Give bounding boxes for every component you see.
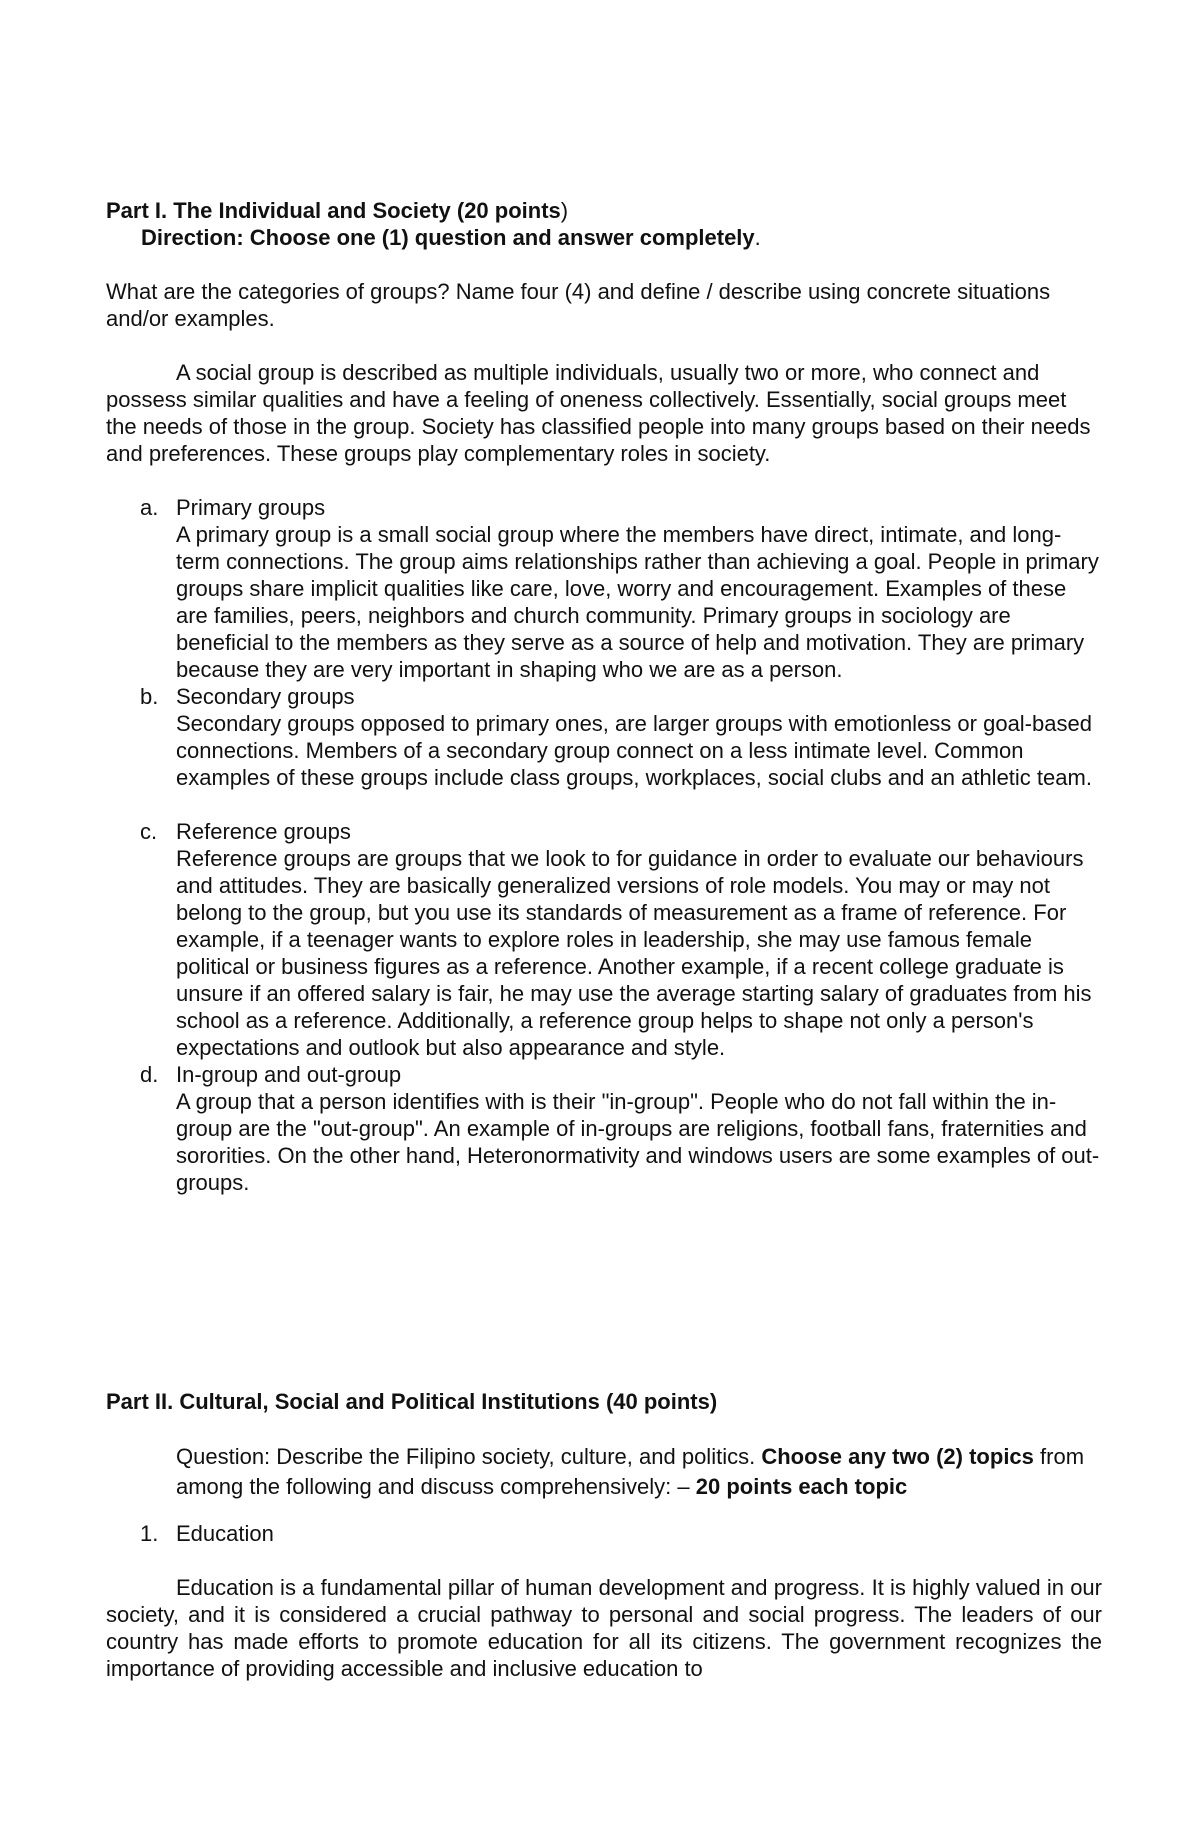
list-item-reference-groups xyxy=(106,818,1102,1061)
topic-marker: 1. xyxy=(140,1521,159,1546)
list-item-body xyxy=(176,494,1102,683)
list-item-in-group-out-group xyxy=(106,1061,1102,1196)
list-item-text: A primary group is a small social group where the members have direct, intimate, and long-term connections. The group aims relationships rather than achieving a goal. People in primary groups share implicit qualities like care, love, worry and encouragement. Examples of these are families, peers, neighbors and church community. Primary groups in sociology are beneficial to the members as they serve as a source of help and motivation. They are primary because they are very important in shaping who we are as a person. xyxy=(176,522,1099,682)
list-item-body xyxy=(176,818,1102,1061)
part-one-title: Part I. The Individual and Society ( xyxy=(106,198,465,223)
question-emphasis: Choose any two (2) topics xyxy=(761,1444,1034,1469)
list-marker: d. xyxy=(140,1062,159,1087)
question-text: Question: Describe the Filipino society, culture, and politics. xyxy=(176,1444,762,1469)
question-points-emphasis: 20 points each topic xyxy=(695,1474,908,1499)
list-item-title: Primary groups xyxy=(176,495,326,520)
part-two-question xyxy=(176,1442,1102,1502)
list-item-body xyxy=(176,1061,1102,1196)
intro-paragraph: A social group is described as multiple individuals, usually two or more, who connect and possess similar qualities and have a feeling of oneness collectively. Essentially, social groups meet the needs of those in the group. Society has classified people into many groups based on their needs and preferences. These groups play complementary roles in society. xyxy=(106,360,1091,466)
list-item-text: A group that a person identifies with is their "in-group". People who do not fall within the in-group are the "out-group". An example of in-groups are religions, football fans, fraternities and sororities. On the other hand, Heteronormativity and windows users are some examples of out-groups. xyxy=(176,1089,1100,1195)
part-one-title-close: ) xyxy=(560,198,569,223)
list-item-title: In-group and out-group xyxy=(176,1062,402,1087)
list-marker: b. xyxy=(140,684,159,709)
list-item-primary-groups xyxy=(106,494,1102,683)
list-item-text: Secondary groups opposed to primary ones, are larger groups with emotionless or goal-based connections. Members of a secondary group connect on a less intimate level. Common examples of these groups include class groups, workplaces, social clubs and an athletic team. xyxy=(176,711,1092,790)
part-one-direction xyxy=(141,224,1102,251)
list-item-secondary-groups xyxy=(106,683,1102,791)
direction-text: Direction: Choose one (1) question and answer completely xyxy=(141,225,755,250)
part-two-heading: Part II. Cultural, Social and Political Institutions (40 points) xyxy=(106,1389,718,1414)
list-item-body xyxy=(176,683,1102,791)
list-item-title: Secondary groups xyxy=(176,684,355,709)
part-one-section xyxy=(106,197,1102,1196)
direction-period: . xyxy=(754,225,761,250)
list-marker: a. xyxy=(140,495,159,520)
list-item-text: Reference groups are groups that we look to for guidance in order to evaluate our behaviours and attitudes. They are basically generalized versions of role models. You may or may not belong to the group, but you use its standards of measurement as a frame of reference. For example, if a teenager wants to explore roles in leadership, she may use famous female political or business figures as a reference. Another example, if a recent college graduate is unsure if an offered salary is fair, he may use the average starting salary of graduates from his school as a reference. Additionally, a reference group helps to shape not only a person's expectations and outlook but also appearance and style. xyxy=(176,846,1092,1060)
group-categories-list xyxy=(106,494,1102,1196)
education-paragraph: Education is a fundamental pillar of human development and progress. It is highly valued in our society, and it is considered a crucial pathway to personal and social progress. The leaders of our country has made efforts to promote education for all its citizens. The government recognizes the importance of providing accessible and inclusive education to xyxy=(106,1575,1102,1681)
topic-education xyxy=(106,1520,1102,1547)
topic-title: Education xyxy=(176,1521,274,1546)
part-one-points: 20 points xyxy=(464,198,561,223)
part-two-section xyxy=(106,1388,1102,1682)
list-marker: c. xyxy=(140,819,158,844)
part-one-question: What are the categories of groups? Name four (4) and define / describe using concrete situations and/or examples. xyxy=(106,279,1051,331)
question-text-continued: from among the following and discuss comprehensively: – xyxy=(176,1444,1085,1499)
list-item-title: Reference groups xyxy=(176,819,351,844)
part-one-heading xyxy=(106,197,1102,224)
